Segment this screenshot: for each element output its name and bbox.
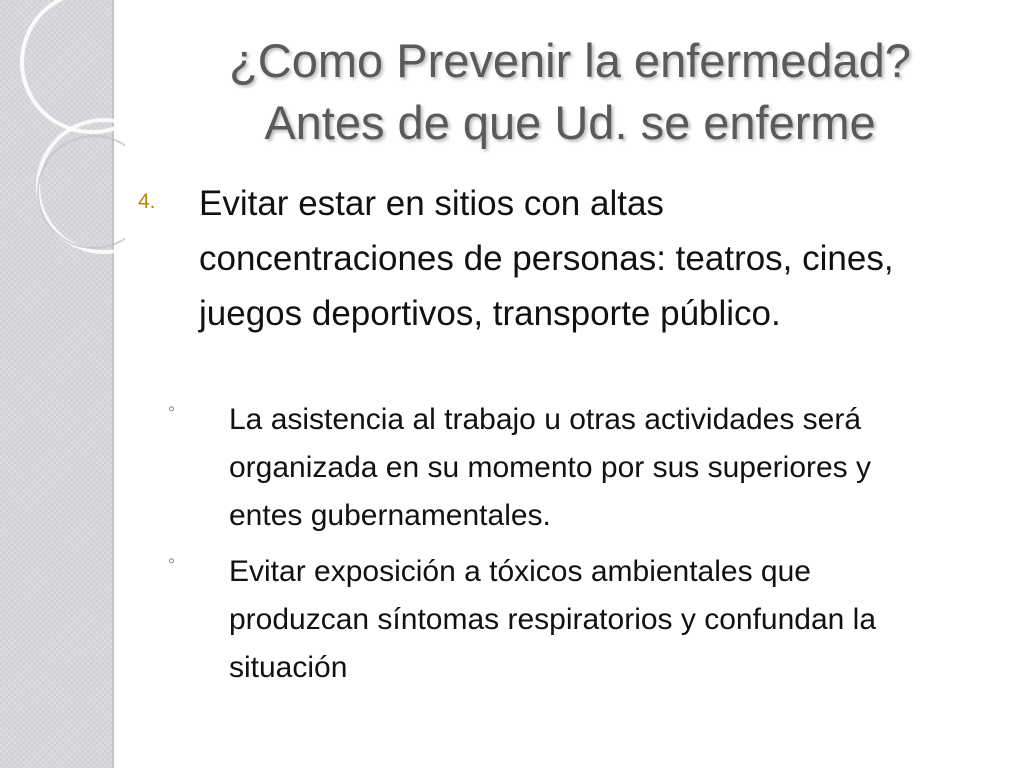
hollow-bullet-icon: ◦ bbox=[168, 398, 176, 420]
slide-title-line-1: ¿Como Prevenir la enfermedad? bbox=[229, 34, 911, 87]
decorative-rings bbox=[0, 0, 125, 260]
sub-bullet-text: Evitar exposición a tóxicos ambientales que produzcan síntomas respiratorios y confundan la situación bbox=[229, 555, 877, 684]
slide-title bbox=[150, 30, 990, 154]
sub-bullet-text: La asistencia al trabajo u otras actividades será organizada en su momento por sus superiores y entes gubernamentales. bbox=[229, 403, 872, 532]
numbered-list-item bbox=[138, 176, 908, 341]
list-item-number: 4. bbox=[138, 190, 156, 213]
list-item-text: Evitar estar en sitios con altas concentraciones de personas: teatros, cines, juegos deportivos, transporte público. bbox=[199, 184, 894, 333]
hollow-bullet-icon: ◦ bbox=[168, 550, 176, 572]
decorative-ring-large bbox=[22, 0, 125, 132]
sub-bullet-item bbox=[168, 396, 928, 540]
slide-title-line-2: Antes de que Ud. se enferme bbox=[264, 96, 876, 149]
sub-bullet-item bbox=[168, 548, 928, 692]
decorative-ring-inner bbox=[38, 136, 125, 248]
